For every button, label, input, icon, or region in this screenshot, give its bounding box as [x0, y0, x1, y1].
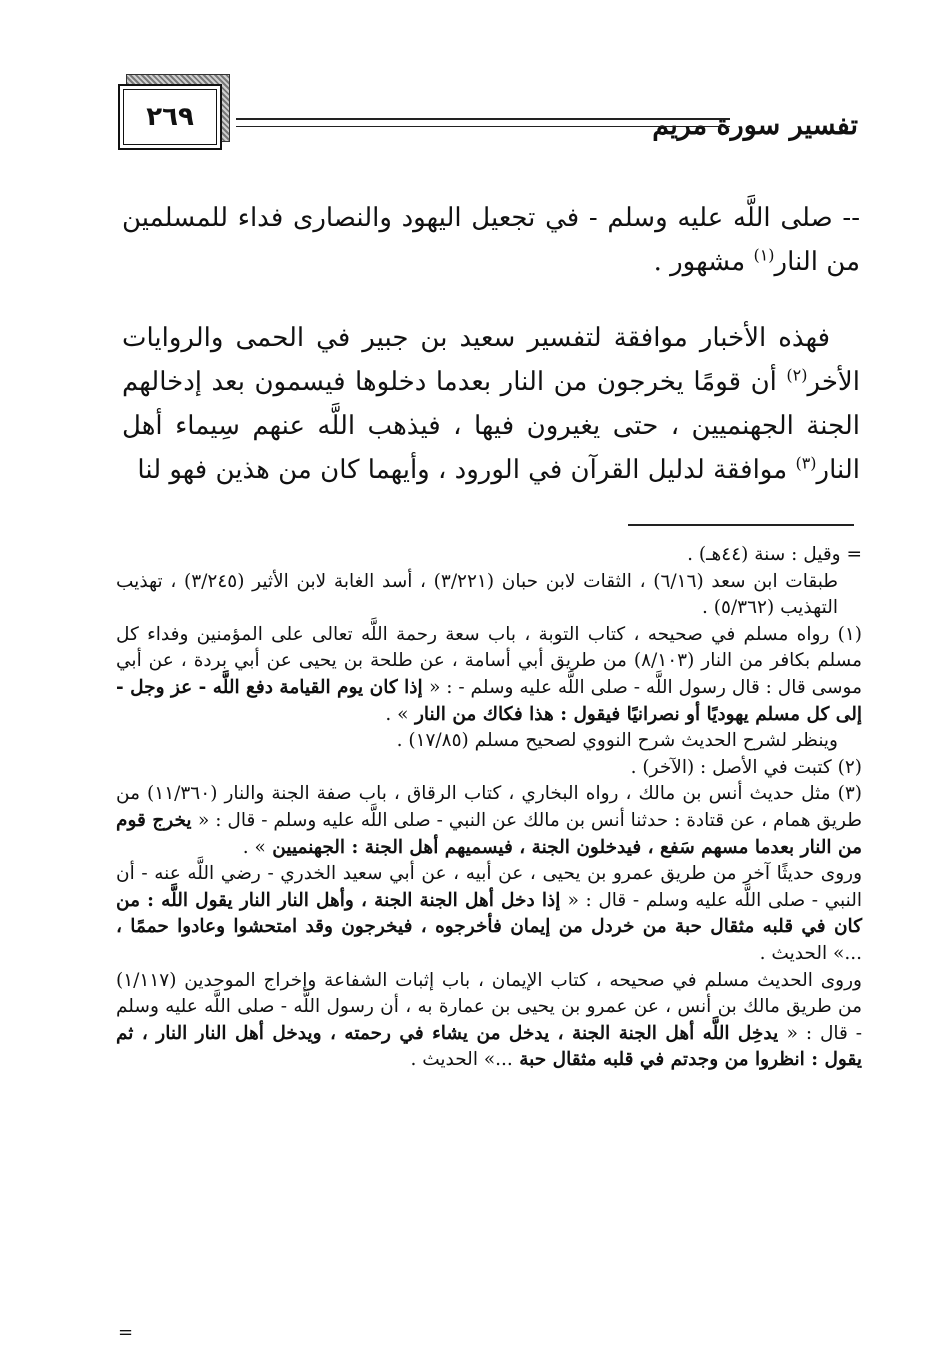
footnote-continuation: [116, 542, 862, 569]
footnote-continuation-sources: [116, 569, 862, 622]
page-number-box: [118, 74, 230, 150]
footnote-1: [116, 622, 862, 728]
footnotes: [116, 542, 862, 1074]
footnote-3-part-3: [116, 968, 862, 1074]
footnote-1-note: [116, 728, 862, 755]
hadith-text: يدخِل اللَّه أهل الجنة الجنة ، يدخل من يشاء في رحمته ، ويدخل أهل النار النار ، ثم يقول : انظروا من وجدتم في قلبه مثقال حبة: [116, 1022, 862, 1071]
footnote-3-part-2: [116, 861, 862, 967]
footnote-separator: [628, 524, 854, 526]
text-run: (٢) كتبت في الأصل : (الآخر) .: [630, 756, 862, 778]
header-rule: [236, 118, 730, 127]
text-run: » .: [385, 703, 409, 725]
text-run: وروى حديثًا آخر من طريق عمرو بن يحيى ، عن أبيه ، عن أبي سعيد الخدري - رضي اللَّه عنه - أن النبي - صلى اللَّه عليه وسلم - قال : «: [116, 863, 862, 911]
main-paragraph-2: [122, 316, 860, 492]
text-run: -- صلى اللَّه عليه وسلم - في تجعيل اليهود والنصارى فداء للمسلمين من النار: [122, 203, 860, 277]
text-run: موافقة لدليل القرآن في الورود ، وأيهما كان من هذين فهو لنا: [137, 455, 796, 485]
text-run: ...» الحديث .: [759, 942, 862, 964]
text-run: = وقيل : سنة (٤٤هـ) .: [687, 544, 862, 565]
footnote-3: [116, 781, 862, 861]
text-run: (٣) مثل حديث أنس بن مالك ، رواه البخاري ، كتاب الرقاق ، باب صفة الجنة والنار (١١/٣٦٠) من طريق همام ، عن قتادة : حدثنا أنس بن مالك عن النبي - صلى اللَّه عليه وسلم - قال : «: [116, 783, 862, 831]
text-run: ...» الحديث .: [410, 1049, 513, 1071]
text-run: وينظر لشرح الحديث شرح النووي لصحيح مسلم (١٧/٨٥) .: [396, 730, 838, 752]
text-run: فهذه الأخبار موافقة لتفسير سعيد بن جبير في الحمى والروايات الأخر: [122, 323, 860, 397]
hadith-text: يخرج قوم من النار بعدما مسهم سَفع ، فيدخلون الجنة ، فيسميهم أهل الجنة : الجهنميين: [116, 809, 862, 858]
hadith-text: إذا دخل أهل الجنة الجنة ، وأهل النار النار يقول اللَّه : من كان في قلبه مثقال حبة من خردل من إيمان فأخرجوه ، فيخرجون وقد امتحشوا وعادوا حممًا ،: [116, 889, 862, 938]
main-paragraph-1: [122, 196, 860, 284]
continuation-mark: =: [118, 1322, 134, 1343]
footnote-ref-3: (٣): [795, 453, 817, 473]
text-run: مشهور .: [653, 247, 754, 277]
text-run: (١) رواه مسلم في صحيحه ، كتاب التوبة ، باب سعة رحمة اللَّه تعالى على المؤمنين وفداء كل مسلم بكافر من النار (٨/١٠٣) من طريق أبي أسامة ، عن طلحة بن يحيى عن أبي بردة ، عن أبي موسى قال : قال رسول اللَّه - صلى اللَّه عليه وسلم - : «: [116, 623, 862, 698]
footnote-ref-2: (٢): [786, 365, 808, 385]
surah-title: تفسير سورة مريم: [652, 110, 858, 141]
page-number: ٢٦٩: [118, 84, 222, 150]
hadith-text: إذا كان يوم القيامة دفع اللَّه - عز وجل - إلى كل مسلم يهوديًا أو نصرانيًا فيقول : هذا فكاك من النار: [116, 676, 862, 725]
text-run: وروى الحديث مسلم في صحيحه ، كتاب الإيمان ، باب إثبات الشفاعة وإخراج الموحدين (١/١١٧) من طريق مالك بن أنس ، عن عمرو بن يحيى بن عمارة به ، أن رسول اللَّه - صلى اللَّه عليه وسلم - قال : «: [116, 969, 862, 1044]
main-text: [122, 196, 860, 492]
footnote-ref-1: (١): [753, 245, 775, 265]
text-run: طبقات ابن سعد (٦/١٦) ، الثقات لابن حبان (٣/٢٢١) ، أسد الغابة لابن الأثير (٣/٢٤٥) ، تهذيب التهذيب (٥/٣٦٢) .: [116, 570, 838, 619]
footnote-2: [116, 755, 862, 782]
text-run: أن قومًا يخرجون من النار بعدما دخلوها فيسمون بعد إدخالهم الجنة الجهنميين ، حتى يغيرون فيها ، فيذهب اللَّه عنهم سِيماء أهل النار: [122, 367, 860, 485]
page-header: [118, 74, 858, 154]
text-run: » .: [242, 836, 266, 858]
